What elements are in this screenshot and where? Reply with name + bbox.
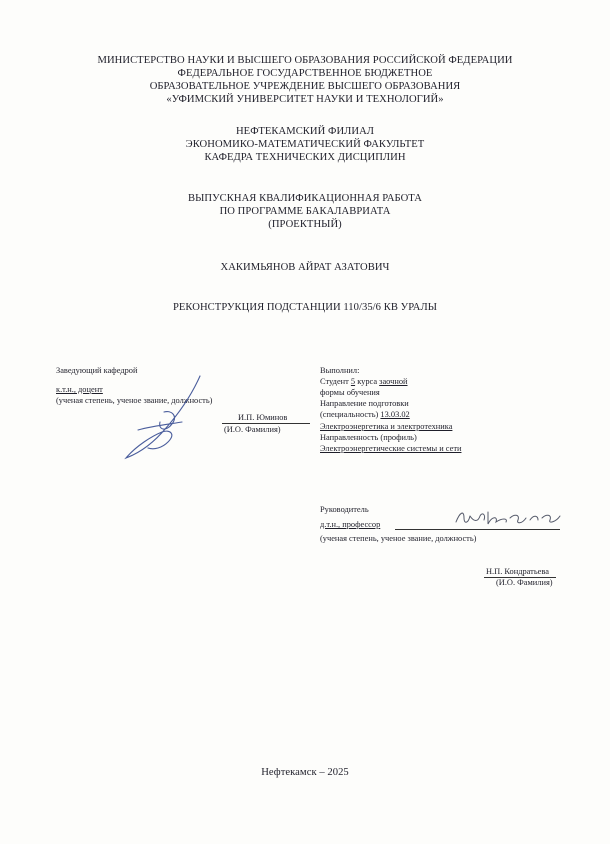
course-word: курса bbox=[357, 377, 378, 386]
branch-name: НЕФТЕКАМСКИЙ ФИЛИАЛ bbox=[235, 126, 375, 137]
thesis-title: РЕКОНСТРУКЦИЯ ПОДСТАНЦИИ 110/35/6 КВ УРАЛЫ bbox=[172, 302, 438, 313]
supervisor-degree: д.т.н., профессор bbox=[320, 520, 381, 529]
specialty-code: 13.03.02 bbox=[380, 410, 410, 419]
profile-name: Электроэнергетические системы и сети bbox=[320, 444, 462, 453]
ministry-line: МИНИСТЕРСТВО НАУКИ И ВЫСШЕГО ОБРАЗОВАНИЯ РОССИЙСКОЙ ФЕДЕРАЦИИ bbox=[97, 55, 513, 66]
head-of-department-label: Заведующий кафедрой bbox=[56, 366, 138, 375]
supervisor-label: Руководитель bbox=[320, 505, 369, 514]
work-type-line-2: ПО ПРОГРАММЕ БАКАЛАВРИАТА bbox=[219, 206, 391, 217]
supervisor-degree-hint: (ученая степень, ученое звание, должность) bbox=[320, 534, 477, 543]
supervisor-signature bbox=[452, 506, 564, 530]
supervisor-name-hint: (И.О. Фамилия) bbox=[496, 578, 553, 587]
direction-name: Электроэнергетика и электротехника bbox=[320, 422, 453, 431]
study-form: заочной bbox=[379, 377, 408, 386]
institution-type-line-1: ФЕДЕРАЛЬНОЕ ГОСУДАРСТВЕННОЕ БЮДЖЕТНОЕ bbox=[177, 68, 433, 79]
study-form-suffix: формы обучения bbox=[320, 388, 380, 397]
student-course-line bbox=[320, 377, 408, 388]
work-type-line-1: ВЫПУСКНАЯ КВАЛИФИКАЦИОННАЯ РАБОТА bbox=[188, 193, 422, 204]
direction-label: Направление подготовки bbox=[320, 399, 409, 408]
head-degree: к.т.н., доцент bbox=[56, 385, 103, 394]
student-label: Выполнил: bbox=[320, 366, 360, 375]
head-degree-hint: (ученая степень, ученое звание, должность) bbox=[56, 396, 213, 405]
course-prefix: Студент bbox=[320, 377, 349, 386]
head-name-hint: (И.О. Фамилия) bbox=[224, 425, 281, 434]
head-name-line bbox=[222, 423, 310, 424]
department-name: КАФЕДРА ТЕХНИЧЕСКИХ ДИСЦИПЛИН bbox=[204, 152, 406, 163]
profile-label: Направленность (профиль) bbox=[320, 433, 417, 442]
faculty-name: ЭКОНОМИКО-МАТЕМАТИЧЕСКИЙ ФАКУЛЬТЕТ bbox=[185, 139, 425, 150]
work-type-line-3: (ПРОЕКТНЫЙ) bbox=[268, 219, 342, 230]
supervisor-signature-line bbox=[395, 529, 560, 530]
course-number: 5 bbox=[350, 377, 356, 386]
head-name: И.П. Юминов bbox=[238, 413, 288, 422]
specialty-line bbox=[320, 410, 410, 421]
head-signature bbox=[118, 372, 218, 462]
specialty-label: (специальность) bbox=[320, 410, 379, 419]
institution-type-line-2: ОБРАЗОВАТЕЛЬНОЕ УЧРЕЖДЕНИЕ ВЫСШЕГО ОБРАЗОВАНИЯ bbox=[149, 81, 461, 92]
university-name: «УФИМСКИЙ УНИВЕРСИТЕТ НАУКИ И ТЕХНОЛОГИЙ» bbox=[166, 94, 444, 105]
supervisor-name: Н.П. Кондратьева bbox=[486, 567, 549, 576]
city-year: Нефтекамск – 2025 bbox=[261, 767, 349, 778]
author-name: ХАКИМЬЯНОВ АЙРАТ АЗАТОВИЧ bbox=[220, 262, 390, 273]
